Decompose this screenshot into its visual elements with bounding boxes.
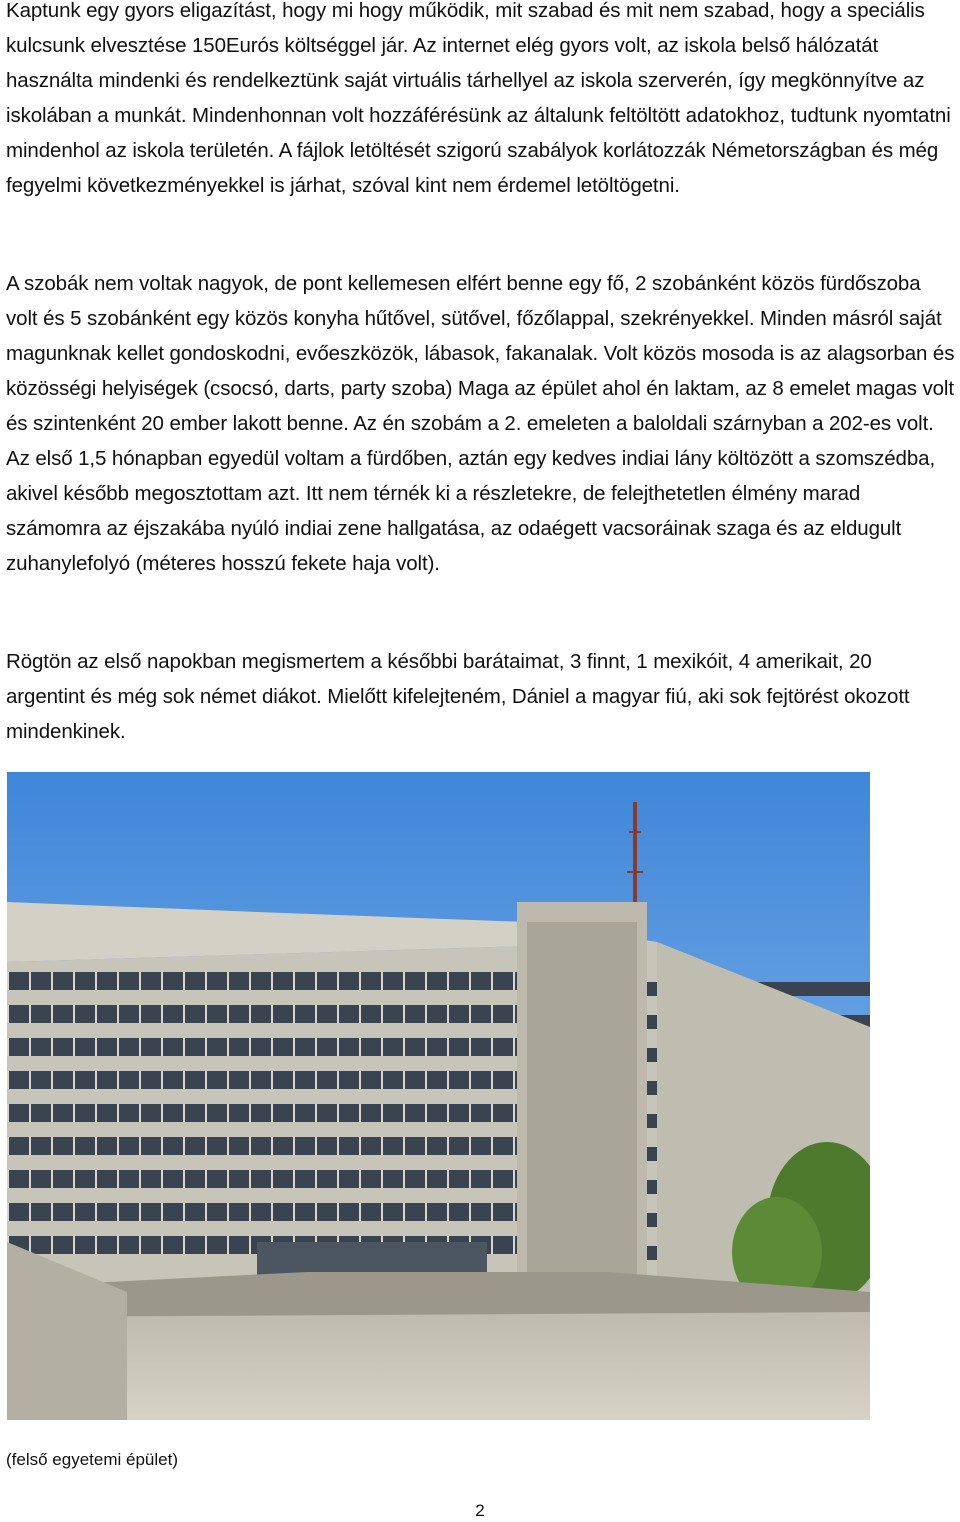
paragraph-3: Rögtön az első napokban megismertem a későbbi barátaimat, 3 finnt, 1 mexikóit, 4 amerikait, 20 argentint és még sok német diákot. Mielőtt kifelejteném, Dániel a magyar fiú, aki sok fejtörést okozott mindenkinek. (6, 650, 910, 743)
page-number: 2 (475, 1501, 485, 1520)
window-band (7, 1071, 517, 1089)
window-band (7, 1203, 517, 1221)
paragraph-1: Kaptunk egy gyors eligazítást, hogy mi hogy működik, mit szabad és mit nem szabad, hogy a speciális kulcsunk elvesztése 150Eurós költséggel jár. Az internet elég gyors volt, az iskola belső hálózatát használta mindenki és rendelkeztünk saját virtuális tárhellyel az iskola szerverén, így megkönnyítve az iskolában a munkát. Mindenhonnan volt hozzáférésünk az általunk feltöltött adatokhoz, tudtunk nyomtatni mindenhol az iskola területén. A fájlok letöltését szigorú szabályok korlátozzák Németországban és még fegyelmi következményekkel is járhat, szóval kint nem érdemel letöltögetni. (6, 0, 951, 197)
window-band (7, 1137, 517, 1155)
paragraph-2: A szobák nem voltak nagyok, de pont kellemesen elfért benne egy fő, 2 szobánként közös fürdőszoba volt és 5 szobánként egy közös konyha hűtővel, sütővel, főzőlappal, szekrényekkel. Minden másról saját magunknak kellet gondoskodni, evőeszközök, lábasok, fakanalak. Volt közös mosoda is az alagsorban és közösségi helyiségek (csocsó, darts, party szoba) Maga az épület ahol én laktam, az 8 emelet magas volt és szintenként 20 ember lakott benne. Az én szobám a 2. emeleten a baloldali szárnyban a 202-es volt. Az első 1,5 hónapban egyedül voltam a fürdőben, aztán egy kedves indiai lány költözött a szomszédba, akivel később megosztottam azt. Itt nem térnék ki a részletekre, de felejthetetlen élmény marad számomra az éjszakába nyúló indiai zene hallgatása, az odaégett vacsoráinak szaga és az eldugult zuhanylefolyó (méteres hosszú fekete haja volt). (6, 272, 955, 575)
window-band (7, 1170, 517, 1188)
window-band (7, 1005, 517, 1023)
university-building-photo (7, 772, 870, 1420)
window-band (7, 1038, 517, 1056)
window-band (7, 1104, 517, 1122)
window-band (7, 972, 517, 990)
image-caption: (felső egyetemi épület) (6, 1450, 178, 1469)
